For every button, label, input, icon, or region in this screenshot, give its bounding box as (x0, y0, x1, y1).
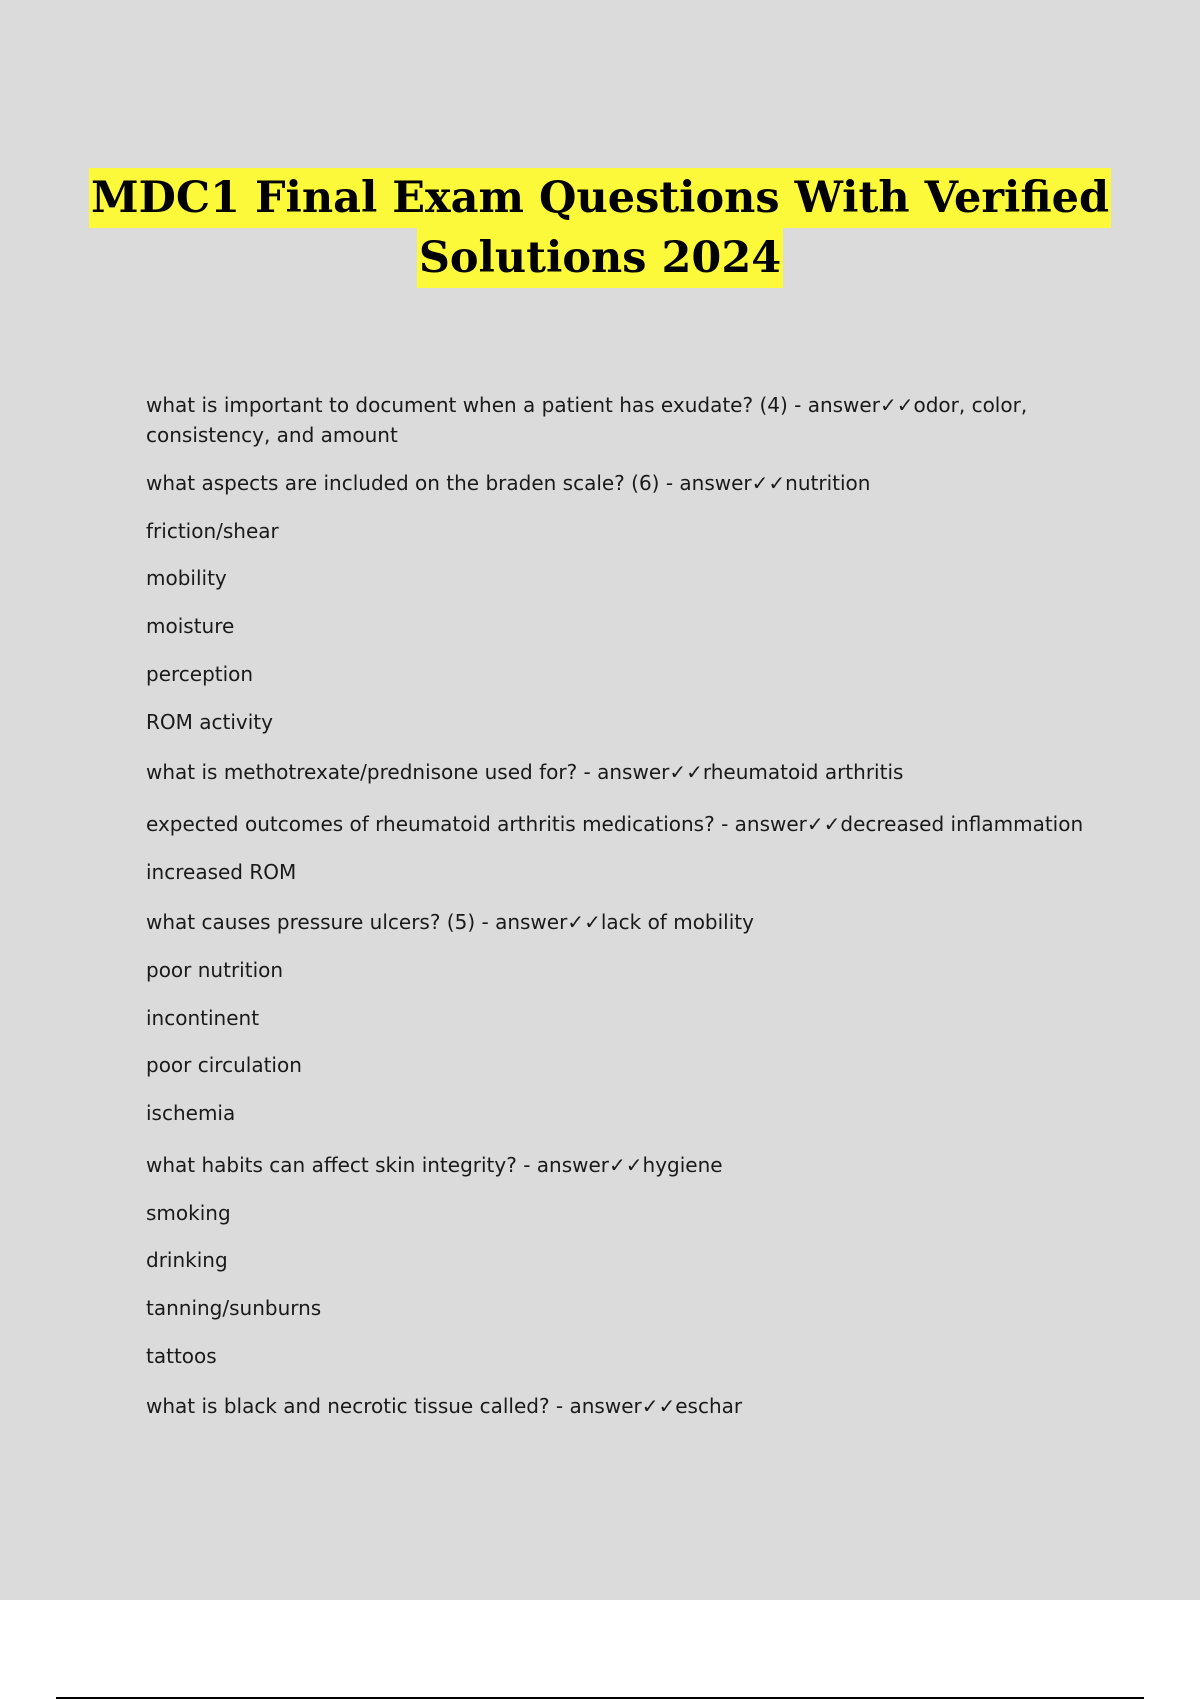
title-line-1: MDC1 Final Exam Questions With Verified (89, 168, 1111, 228)
answer-line: smoking (146, 1201, 231, 1225)
answer-line: poor circulation (146, 1053, 302, 1077)
title-line-2: Solutions 2024 (417, 228, 783, 288)
answer-line: ischemia (146, 1101, 236, 1125)
qa-entry: expected outcomes of rheumatoid arthritis medications? - answer✓✓decreased inflammation (146, 812, 1084, 836)
answer-line: poor nutrition (146, 958, 284, 982)
document-title (0, 168, 1200, 288)
answer-line: moisture (146, 614, 235, 638)
answer-line: tanning/sunburns (146, 1296, 322, 1320)
qa-entry: what is black and necrotic tissue called? - answer✓✓eschar (146, 1394, 743, 1418)
answer-line: drinking (146, 1248, 228, 1272)
qa-entry: what is important to document when a patient has exudate? (4) - answer✓✓odor, color, consistency, and amount (146, 393, 1028, 447)
answer-line: friction/shear (146, 519, 279, 543)
answer-line: perception (146, 662, 254, 686)
qa-entry: what is methotrexate/prednisone used for? - answer✓✓rheumatoid arthritis (146, 760, 904, 784)
answer-line: mobility (146, 566, 227, 590)
qa-entry: what habits can affect skin integrity? - answer✓✓hygiene (146, 1153, 723, 1177)
answer-line: increased ROM (146, 860, 297, 884)
qa-entry: what causes pressure ulcers? (5) - answer✓✓lack of mobility (146, 910, 754, 934)
answer-line: tattoos (146, 1344, 217, 1368)
qa-list (146, 390, 1086, 1421)
qa-entry: what aspects are included on the braden scale? (6) - answer✓✓nutrition (146, 471, 871, 495)
answer-line: incontinent (146, 1006, 260, 1030)
footer-divider (56, 1697, 1144, 1699)
answer-line: ROM activity (146, 710, 273, 734)
